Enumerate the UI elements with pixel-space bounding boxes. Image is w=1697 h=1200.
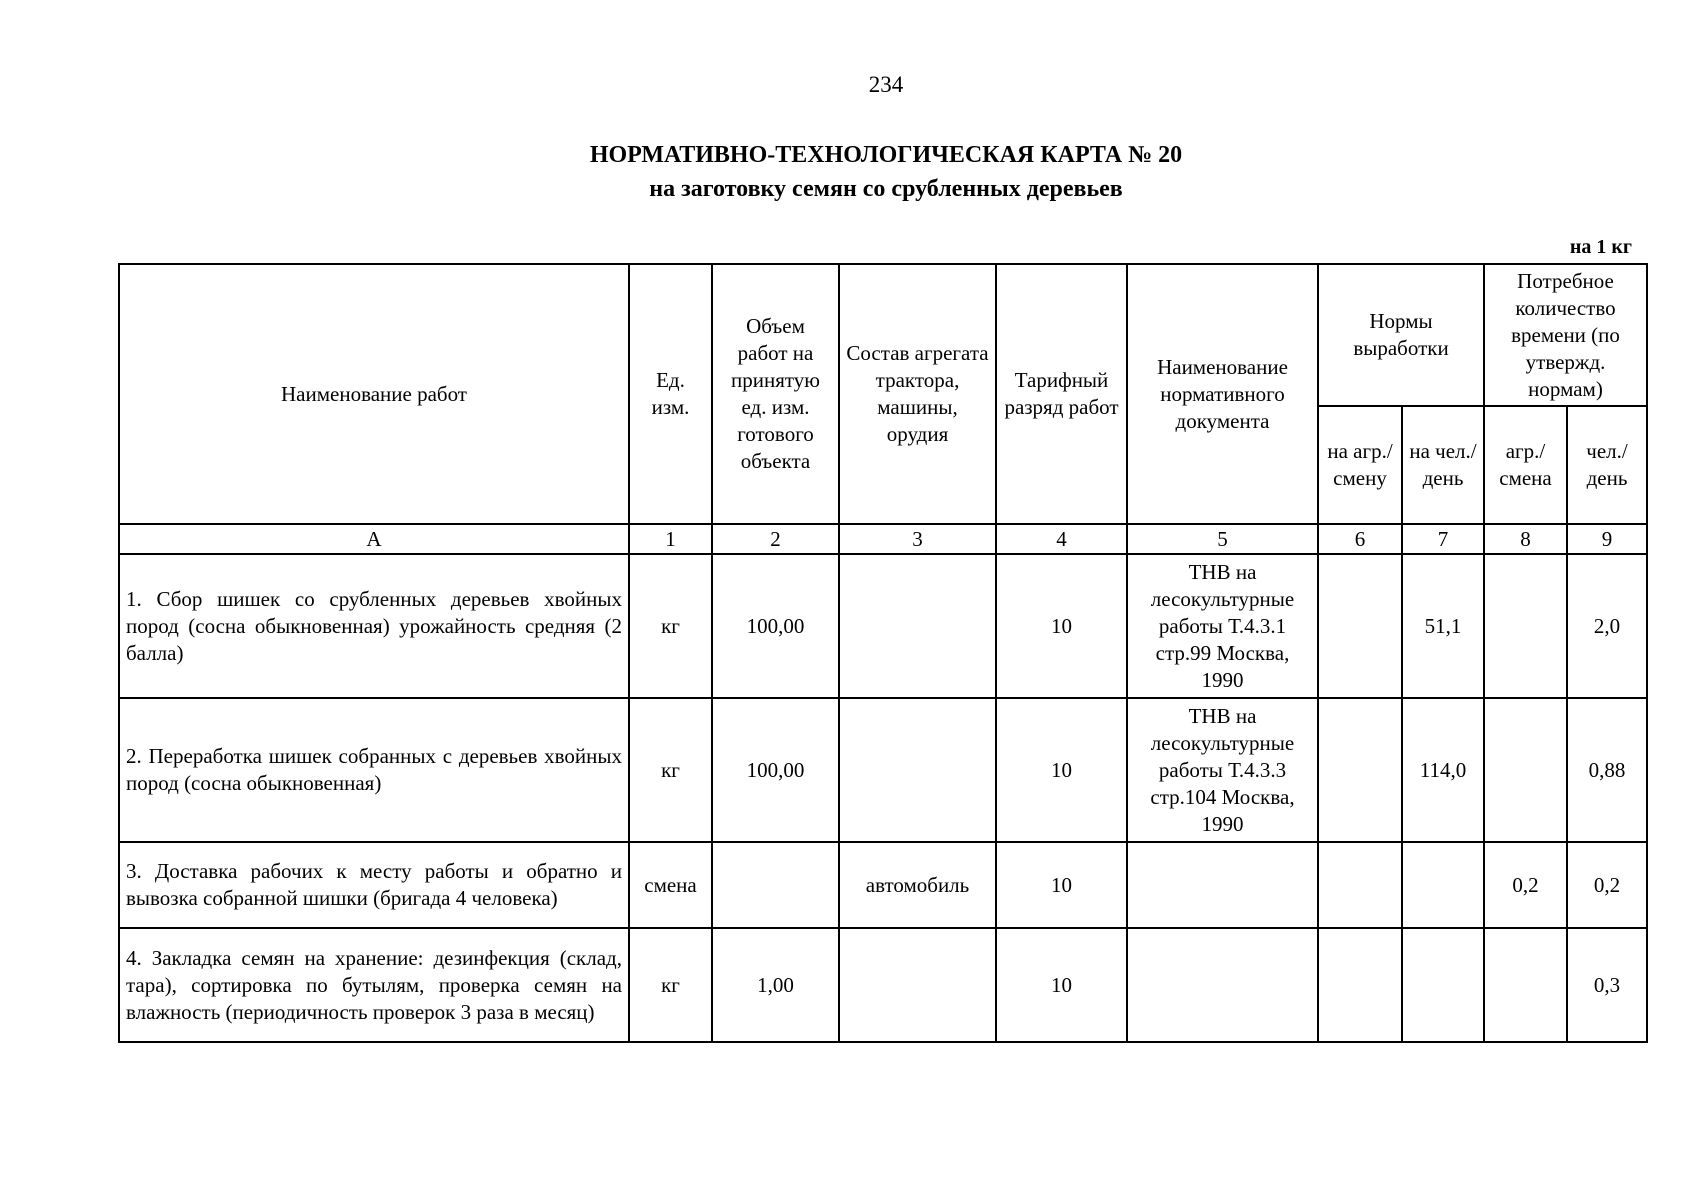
column-index: 6 — [1318, 524, 1402, 554]
header-work-name: Наименование работ — [119, 264, 629, 524]
cell-grade: 10 — [996, 554, 1127, 698]
title-line-1: НОРМАТИВНО-ТЕХНОЛОГИЧЕСКАЯ КАРТА № 20 — [589, 142, 1183, 168]
cell-unit: кг — [629, 698, 712, 842]
cell-machine — [839, 698, 996, 842]
header-unit: Ед. изм. — [629, 264, 712, 524]
cell-work-name: 2. Переработка шишек собранных с деревьев хвойных пород (сосна обыкновенная) — [119, 698, 629, 842]
table-row — [119, 554, 1647, 698]
cell-norm-unit — [1318, 928, 1402, 1042]
document-title — [0, 138, 1697, 206]
cell-grade: 10 — [996, 698, 1127, 842]
header-machine: Состав агрегата трактора, машины, орудия — [839, 264, 996, 524]
cell-norm-person: 114,0 — [1402, 698, 1484, 842]
cell-time-unit — [1484, 928, 1567, 1042]
cell-unit: смена — [629, 842, 712, 928]
cell-grade: 10 — [996, 928, 1127, 1042]
cell-document: ТНВ на лесокультурные работы Т.4.3.1 стр.99 Москва, 1990 — [1127, 554, 1318, 698]
title-line-2: на заготовку семян со срубленных деревьев — [649, 176, 1123, 202]
header-row — [119, 264, 1647, 406]
column-index: 7 — [1402, 524, 1484, 554]
cell-machine: автомобиль — [839, 842, 996, 928]
column-index: 1 — [629, 524, 712, 554]
cell-document — [1127, 842, 1318, 928]
cell-norm-unit — [1318, 554, 1402, 698]
cell-work-name: 4. Закладка семян на хранение: дезинфекция (склад, тара), сортировка по бутылям, проверка семян на влажность (периодичность проверок 3 раза в месяц) — [119, 928, 629, 1042]
header-output-per-person: на чел./ день — [1402, 406, 1484, 524]
cell-norm-person — [1402, 928, 1484, 1042]
cell-time-unit — [1484, 698, 1567, 842]
cell-time-person: 0,2 — [1567, 842, 1647, 928]
cell-volume: 100,00 — [712, 554, 839, 698]
column-index-row — [119, 524, 1647, 554]
header-output-norms: Нормы выработки — [1318, 264, 1484, 406]
cell-norm-unit — [1318, 698, 1402, 842]
norm-table — [118, 263, 1648, 1043]
table-row — [119, 928, 1647, 1042]
cell-machine — [839, 928, 996, 1042]
cell-time-person: 0,3 — [1567, 928, 1647, 1042]
cell-document: ТНВ на лесокультурные работы Т.4.3.3 стр.104 Москва, 1990 — [1127, 698, 1318, 842]
column-index: 2 — [712, 524, 839, 554]
table-row — [119, 698, 1647, 842]
cell-time-unit — [1484, 554, 1567, 698]
header-time-per-person: чел./ день — [1567, 406, 1647, 524]
column-index: 3 — [839, 524, 996, 554]
column-index: 5 — [1127, 524, 1318, 554]
page-number: 234 — [868, 72, 904, 97]
cell-volume — [712, 842, 839, 928]
column-index: 9 — [1567, 524, 1647, 554]
cell-unit: кг — [629, 554, 712, 698]
cell-unit: кг — [629, 928, 712, 1042]
column-index: 4 — [996, 524, 1127, 554]
cell-work-name: 1. Сбор шишек со срубленных деревьев хвойных пород (сосна обыкновенная) урожайность средняя (2 балла) — [119, 554, 629, 698]
cell-grade: 10 — [996, 842, 1127, 928]
cell-norm-unit — [1318, 842, 1402, 928]
cell-volume: 1,00 — [712, 928, 839, 1042]
header-grade: Тарифный разряд работ — [996, 264, 1127, 524]
cell-time-unit: 0,2 — [1484, 842, 1567, 928]
cell-machine — [839, 554, 996, 698]
header-output-per-unit: на агр./ смену — [1318, 406, 1402, 524]
column-index: 8 — [1484, 524, 1567, 554]
unit-note: на 1 кг — [1569, 236, 1632, 258]
column-index: А — [119, 524, 629, 554]
cell-work-name: 3. Доставка рабочих к месту работы и обратно и вывозка собранной шишки (бригада 4 человека) — [119, 842, 629, 928]
cell-time-person: 2,0 — [1567, 554, 1647, 698]
table-row — [119, 842, 1647, 928]
cell-document — [1127, 928, 1318, 1042]
cell-volume: 100,00 — [712, 698, 839, 842]
header-time-per-unit: агр./ смена — [1484, 406, 1567, 524]
cell-norm-person: 51,1 — [1402, 554, 1484, 698]
header-document: Наименование нормативного документа — [1127, 264, 1318, 524]
header-time-required: Потребное количество времени (по утвержд. нормам) — [1484, 264, 1647, 406]
header-volume: Объем работ на принятую ед. изм. готового объекта — [712, 264, 839, 524]
cell-norm-person — [1402, 842, 1484, 928]
cell-time-person: 0,88 — [1567, 698, 1647, 842]
